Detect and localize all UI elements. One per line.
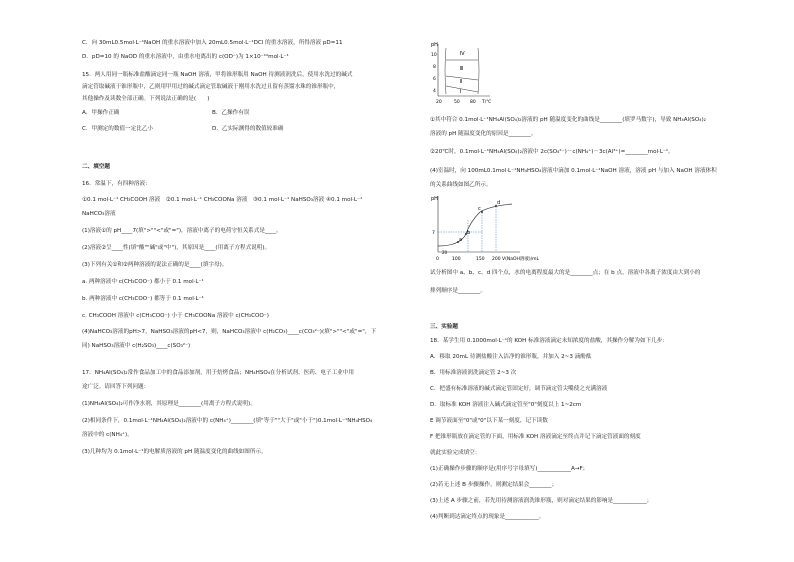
x-tick: 50 xyxy=(454,100,460,105)
text-line: (1)溶液①的 pH____7(填">""<"或"=")，溶液中离子的电荷守恒关系式是____。 xyxy=(82,228,282,234)
text-line: (3)下列有关①和②两种溶液的说法正确的是____(填字母)。 xyxy=(82,262,228,268)
text-line: ②20℃时，0.1mol·L⁻¹NH₄Al(SO₄)₂溶液中 2c(SO₄²⁻)－c(NH₄⁺)－3c(Al³⁺)=________mol·L⁻¹。 xyxy=(430,149,674,155)
x-axis-label: T/℃ xyxy=(482,100,492,105)
y-tick: 10 xyxy=(431,53,437,58)
text-line: A．甲操作正确 xyxy=(82,110,120,116)
text-line: (4)判断到达滴定终点的现象是____________。 xyxy=(430,514,545,520)
y-tick: 8 xyxy=(433,65,436,70)
x-tick: 150 xyxy=(476,257,485,262)
text-line: (2)溶液②呈____性(填"酸""碱"或"中")，其原因是____(用离子方程式说明)。 xyxy=(82,245,271,251)
text-line: ①其中符合 0.1mol·L⁻¹NH₄Al(SO₄)₂溶液的 pH 随温度变化的曲线是________(填罗马数字)，导致 NH₄Al(SO₄)₂ xyxy=(430,117,706,123)
text-line: 溶液的 pH 随温度变化的原因是________。 xyxy=(430,131,537,137)
text-line: (2)相同条件下，0.1mol·L⁻¹NH₄Al(SO₄)₂溶液中的 c(NH₄⁺)________(填"等于""大于"或"小于")0.1mol·L⁻¹NH₄HSO₄ xyxy=(82,418,373,424)
text-line: (1)NH₄Al(SO₄)₂可作净水剂，其原理是________(用离子方程式说明)。 xyxy=(82,401,256,407)
x-tick: 20 xyxy=(442,250,448,255)
curve xyxy=(445,48,446,94)
section-heading: 三、实验题 xyxy=(430,324,458,330)
text-line: C．把盛有标准溶液的碱式滴定管固定好，调节滴定管尖嘴使之充满溶液 xyxy=(430,386,608,392)
text-line: (3)几种均为 0.1mol·L⁻¹的电解质溶液的 pH 随温度变化的曲线如图所示。 xyxy=(82,449,267,455)
y-tick: 4 xyxy=(433,89,436,94)
point-label: a xyxy=(459,237,463,243)
curve-label: Ⅲ xyxy=(460,66,464,72)
x-axis-label: V(NaOH溶液)/mL xyxy=(502,257,540,262)
text-line: 试分析图中 a、b、c、d 四个点，水的电离程度最大的是________点；在 b 点，溶液中各离子浓度由大到小的 xyxy=(430,270,701,276)
y-tick: 6 xyxy=(433,77,436,82)
x-tick: 20 xyxy=(436,100,442,105)
text-line: 滴定管取碱液于锥形瓶中，乙则用甲用过的碱式滴定管取碱液于刚用水洗过且留有蒸馏水珠的锥形瓶中， xyxy=(82,84,340,90)
text-line: 同) NaHSO₃溶液中 c(H₂SO₃)____c(SO₃²⁻) xyxy=(82,343,191,349)
text-line: B．用标准溶液润洗滴定管 2~3 次 xyxy=(430,370,517,376)
text-line: (4)NaHCO₃溶液的pH>7，NaHSO₃溶液的pH<7，则，NaHCO₃溶液中 c(H₂CO₃)____c(CO₃²⁻)(填">""<"或"="，下 xyxy=(82,329,377,335)
point-label: c xyxy=(478,206,481,212)
text-line: F 把锥形瓶放在滴定管的下面，用标准 KOH 溶液滴定至终点并记下滴定管液面的刻度 xyxy=(430,434,641,440)
point-c xyxy=(481,211,483,213)
curve-label: Ⅳ xyxy=(460,51,465,57)
text-line: 的关系曲线如图乙所示。 xyxy=(430,182,492,188)
text-line: D．pD=10 的 NaOD 的重水溶液中，由重水电离出的 c(OD⁻)为 1×10⁻¹⁰mol·L⁻¹ xyxy=(82,54,289,60)
x-tick: 80 xyxy=(470,100,476,105)
text-line: (3)上述 A 步骤之前，若先用待测溶液润洗锥形瓶，则对滴定结果的影响是____________； xyxy=(430,498,653,504)
text-line: 17．NH₄Al(SO₄)₂常作食品加工中的食品添加剂，用于焙烤食品；NH₄HSO₄在分析试剂、医药、电子工业中用 xyxy=(82,370,354,376)
text-line: D．乙实际测得的数值较准确 xyxy=(212,126,284,132)
text-line: E 调节液面至"0"或"0"以下某一刻度，记下读数 xyxy=(430,418,548,424)
ph-temperature-figure xyxy=(430,40,500,108)
point-label: b xyxy=(467,230,471,236)
y-axis-label: pH xyxy=(431,42,438,48)
text-line: a. 两种溶液中 c(CH₃COO⁻) 都小于 0.1 mol·L⁻¹ xyxy=(82,279,204,285)
text-line: 18．某学生用 0.1000mol·L⁻¹的 KOH 标准溶液滴定未知浓度的盐酸，其操作分解为如下几步： xyxy=(430,338,668,344)
text-line: A．移取 20mL 待测盐酸注入洁净的锥形瓶，并加入 2~3 滴酚酞 xyxy=(430,354,592,360)
x-tick: 200 xyxy=(492,257,501,262)
text-line: 溶液中的 c(NH₄⁺)。 xyxy=(82,432,133,438)
text-line: B．乙操作有误 xyxy=(212,110,250,116)
y-axis-label: pH xyxy=(431,196,438,202)
x-tick: 100 xyxy=(452,257,461,262)
text-line: (1)正确操作步骤的顺序是(用序号字母填写)____________A→F； xyxy=(430,466,589,472)
text-line: D．取标准 KOH 溶液注入碱式滴定管至"0"刻度以上 1~2cm xyxy=(430,402,582,408)
text-line: 排列顺序是________。 xyxy=(430,288,486,294)
text-line: b. 两种溶液中 c(CH₃COO⁻) 都等于 0.1 mol·L⁻¹ xyxy=(82,296,204,302)
text-line: NaHCO₃溶液 xyxy=(82,211,116,217)
curve-label: Ⅱ xyxy=(460,79,463,85)
text-line: 就此实验完成填空： xyxy=(430,450,481,456)
y-tick: 7 xyxy=(432,231,435,236)
curve xyxy=(446,86,478,92)
text-line: 其他操作及读数全部正确。下列说法正确的是( ) xyxy=(82,96,210,102)
section-heading: 二、填空题 xyxy=(82,164,110,170)
text-line: C．向 30mL0.5mol·L⁻¹NaOH 的重水溶液中加入 20mL0.5mol·L⁻¹DCl 的重水溶液，所得溶液 pD=11 xyxy=(82,40,343,46)
text-line: c. CH₃COOH 溶液中 c(CH₃COO⁻) 小于 CH₃COONa 溶液中 c(CH₃COO⁻) xyxy=(82,313,269,319)
text-line: 途广泛。请回答下列问题： xyxy=(82,384,150,390)
text-line: ①0.1 mol·L⁻¹ CH₃COOH 溶液 ②0.1 mol·L⁻¹ CH₃COONa 溶液 ③0.1 mol·L⁻¹ NaHSO₃溶液 ④0.1 mol·L⁻¹ xyxy=(82,197,363,203)
x-tick: 0 xyxy=(436,257,439,262)
text-line: 16．常温下，有四种溶液： xyxy=(82,181,151,187)
point-label: d xyxy=(497,200,501,206)
text-line: C．甲测定的数值一定比乙小 xyxy=(82,126,154,132)
text-line: 15．两人用同一瓶标准盐酸滴定同一瓶 NaOH 溶液，甲将锥形瓶用 NaOH 待测液润洗后，使用水洗过的碱式 xyxy=(82,72,353,78)
curve xyxy=(478,48,479,94)
titration-curve xyxy=(438,204,512,246)
titration-curve-figure xyxy=(430,194,540,268)
text-line: (4)室温时，向 100mL0.1mol·L⁻¹NH₄HSO₄溶液中滴加 0.1mol·L⁻¹NaOH 溶液，溶液 pH 与加入 NaOH 溶液体积 xyxy=(430,168,717,174)
curve-label: Ⅰ xyxy=(460,89,462,95)
text-line: (2)若无上述 B 步骤操作，则测定结果会________； xyxy=(430,482,558,488)
